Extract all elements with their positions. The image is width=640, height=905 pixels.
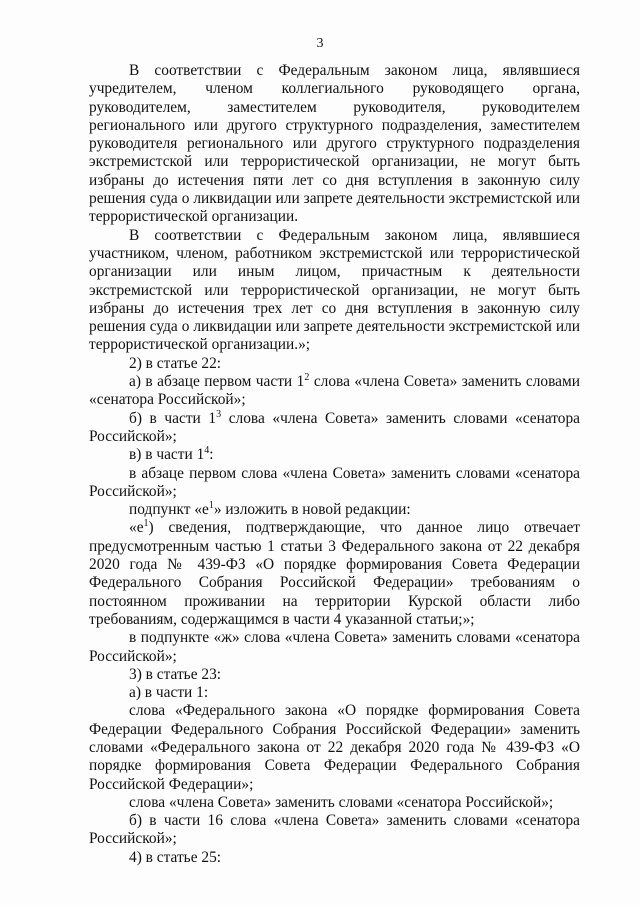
superscript: 2 (304, 372, 310, 384)
paragraph (89, 446, 580, 464)
paragraph-text: : (209, 446, 214, 464)
superscript: 4 (204, 445, 210, 457)
paragraph-text: а) в абзаце первом части 1 (129, 373, 305, 391)
superscript: 1 (143, 518, 149, 530)
paragraph-text: «е (129, 519, 144, 537)
paragraph: 3) в статье 23: (129, 665, 222, 683)
paragraph (89, 410, 580, 447)
paragraph-text: слова «члена Совета» заменить словами «сенатора Российской»; (89, 409, 580, 445)
page-number: 3 (316, 36, 324, 51)
paragraph (89, 501, 580, 519)
paragraph: слова «Федерального закона «О порядке формирования Совета Федерации Федерального Собрания Российской Федерации» заменить словами «Федерального закона от 22 декабря 2020 года № 439-ФЗ «О порядке формирования Совета Федерации Федерального Собрания Российской Федерации»; (89, 702, 580, 793)
document-body (89, 62, 580, 867)
paragraph: 4) в статье 25: (129, 848, 222, 866)
paragraph: а) в части 1: (129, 684, 209, 702)
paragraph-text: » изложить в новой редакции: (213, 501, 411, 519)
paragraph: В соответствии с Федеральным законом лица, являвшиеся учредителем, членом коллегиального руководящего органа, руководителем, заместителем руководителя, руководителем регионального или другого структурного подразделения, заместителем руководителя регионального или другого структурного подразделения экстремистской или террористической организации, не могут быть избраны до истечения пяти лет со дня вступления в законную силу решения суда о ликвидации или запрете деятельности экстремистской или террористической организации. (89, 62, 580, 226)
paragraph: в абзаце первом слова «члена Совета» заменить словами «сенатора Российской»; (89, 464, 580, 500)
paragraph: в подпункте «ж» слова «члена Совета» заменить словами «сенатора Российской»; (89, 629, 580, 665)
paragraph: б) в части 16 слова «члена Совета» заменить словами «сенатора Российской»; (89, 812, 580, 848)
superscript: 3 (216, 408, 222, 420)
paragraph-text: в) в части 1 (129, 446, 205, 464)
paragraph-text: слова «члена Совета» заменить словами «сенатора Российской»; (89, 373, 580, 409)
paragraph: В соответствии с Федеральным законом лица, являвшиеся участником, членом, работником экстремистской или террористической организации или иным лицом, причастным к деятельности экстремистской или террористической организации, не могут быть избраны до истечения трех лет со дня вступления в законную силу решения суда о ликвидации или запрете деятельности экстремистской или террористической организации.»; (89, 226, 580, 354)
paragraph (89, 373, 580, 410)
paragraph: 2) в статье 22: (129, 354, 222, 372)
paragraph-text: б) в части 1 (129, 409, 217, 427)
superscript: 1 (208, 500, 214, 512)
paragraph: слова «члена Совета» заменить словами «сенатора Российской»; (129, 793, 554, 811)
paragraph-text: ) сведения, подтверждающие, что данное лицо отвечает предусмотренным частью 1 статьи 3 Федерального закона от 22 декабря 2020 года № 439-ФЗ «О порядке формирования Совета Федерации Федерального Собрания Российской Федерации» требованиям о постоянном проживании на территории Курской области либо требованиям, содержащимся в части 4 указанной статьи;»; (89, 519, 580, 628)
paragraph-text: подпункт «е (129, 501, 209, 519)
paragraph (89, 519, 580, 629)
